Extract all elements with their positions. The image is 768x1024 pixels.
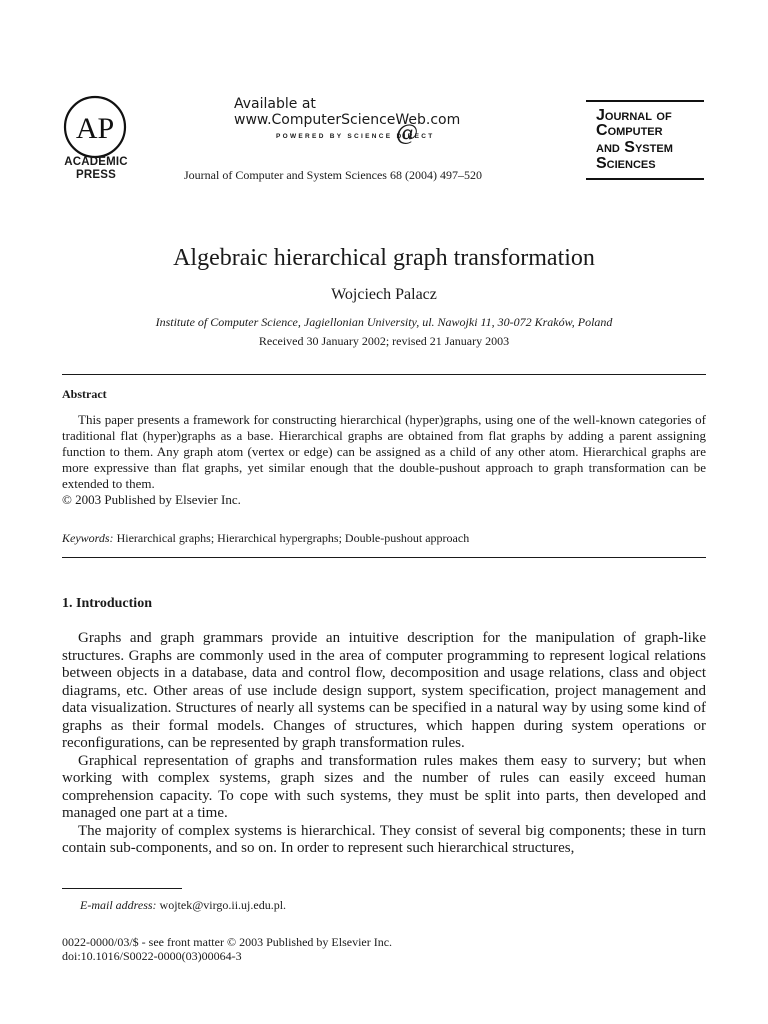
introduction-body	[62, 630, 706, 858]
journal-logo-line4: SCIENCES	[596, 155, 656, 172]
author-affiliation: Institute of Computer Science, Jagiellonian University, ul. Nawojki 11, 30-072 Kraków, Poland	[155, 315, 613, 329]
sciencedirect-at-icon: @	[396, 121, 418, 146]
publisher-name-line1: ACADEMIC	[64, 156, 128, 168]
keywords	[62, 531, 469, 545]
keywords-text: Hierarchical graphs; Hierarchical hypergraphs; Double-pushout approach	[113, 531, 470, 545]
academic-press-logo	[62, 94, 128, 160]
received-dates: Received 30 January 2002; revised 21 January 2003	[258, 334, 510, 348]
email-label: E-mail address:	[80, 898, 157, 912]
paper-title: Algebraic hierarchical graph transformation	[173, 245, 595, 271]
author-name: Wojciech Palacz	[331, 286, 437, 303]
journal-logo-bottom-rule	[586, 178, 704, 180]
available-at-label: Available at	[234, 96, 316, 112]
journal-logo-line2: COMPUTER	[596, 122, 663, 139]
publisher-name-line2: PRESS	[76, 168, 116, 181]
journal-logo-line1: JOURNAL OF	[596, 107, 672, 124]
publisher-name	[52, 156, 140, 181]
section-heading: 1. Introduction	[62, 596, 152, 611]
doi-line[interactable]: doi:10.1016/S0022-0000(03)00064-3	[62, 949, 242, 963]
abstract-heading: Abstract	[62, 387, 107, 401]
abstract-text: This paper presents a framework for constructing hierarchical (hyper)graphs, using one of the well-known categories of traditional flat (hyper)graphs as a base. Hierarchical graphs are obtained from flat graphs by adding a parent assigning function to them. Any graph atom (vertex or edge) can be assigned as a child of any other atom. Hierarchical graphs are more expressive than flat graphs, yet similar enough that the double-pushout approach to graph transformation can be extended to them.	[62, 412, 706, 491]
abstract-body	[62, 412, 706, 508]
abstract-top-rule	[62, 374, 706, 375]
front-matter-line: 0022-0000/03/$ - see front matter © 2003 Published by Elsevier Inc.	[62, 935, 393, 949]
powered-by-sciencedirect: POWERED BY SCIENCE DIRECT	[276, 133, 435, 140]
computer-science-web-url[interactable]: www.ComputerScienceWeb.com	[234, 112, 461, 128]
footnote-rule	[62, 888, 182, 889]
intro-paragraph-2: Graphical representation of graphs and transformation rules makes them easy to survery; but when working with complex systems, graph sizes and the number of rules can easily exceed human comprehension capacity. To cope with such systems, they must be split into parts, then developed and managed one part at a time.	[62, 752, 706, 821]
email-footnote	[80, 898, 286, 912]
journal-citation: Journal of Computer and System Sciences 68 (2004) 497–520	[184, 168, 482, 182]
publisher-logo-letters: AP	[75, 112, 115, 145]
journal-logo-line3: AND SYSTEM	[596, 139, 673, 156]
intro-paragraph-1: Graphs and graph grammars provide an intuitive description for the manipulation of graph-like structures. Graphs are commonly used in the area of computer programming to represent logical relations between objects in a database, data and control flow, decomposition and usage relations, class and object diagrams, etc. Other areas of use include design support, system specification, project management and data visualization. Structures of nearly all systems can be specified in a natural way by using some kind of graphs as their formal models. Changes of structures, which happen during system operations or reconfigurations, can be represented by graph transformation rules.	[62, 630, 706, 751]
intro-paragraph-3: The majority of complex systems is hierarchical. They consist of several big components; these in turn contain sub-components, and so on. In order to represent such hierarchical structures,	[62, 822, 706, 856]
journal-logo-top-rule	[586, 100, 704, 102]
abstract-copyright: © 2003 Published by Elsevier Inc.	[62, 492, 241, 507]
keywords-label: Keywords:	[62, 531, 114, 545]
journal-logo	[586, 100, 704, 182]
abstract-bottom-rule	[62, 557, 706, 558]
email-address[interactable]: wojtek@virgo.ii.uj.edu.pl.	[156, 898, 287, 912]
